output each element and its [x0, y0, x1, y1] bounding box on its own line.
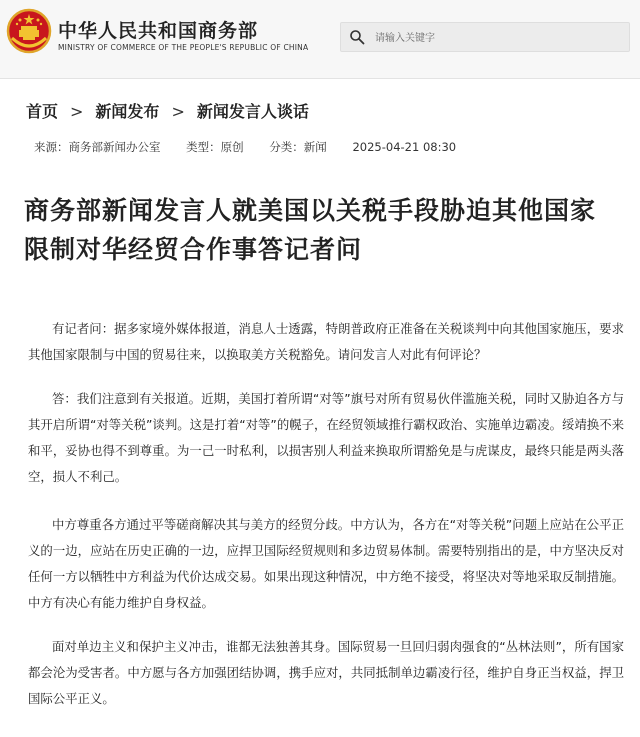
search-input[interactable] — [373, 27, 617, 49]
site-name-english: MINISTRY OF COMMERCE OF THE PEOPLE'S REPUBLIC OF CHINA — [58, 43, 309, 52]
breadcrumb — [26, 99, 309, 122]
national-emblem-icon[interactable] — [6, 8, 52, 54]
breadcrumb-separator: > — [171, 102, 185, 121]
article-title: 商务部新闻发言人就美国以关税手段胁迫其他国家限制对华经贸合作事答记者问 — [24, 196, 597, 264]
article-paragraph: 面对单边主义和保护主义冲击，谁都无法独善其身。国际贸易一旦回归弱肉强食的“丛林法则”，所有国家都会沦为受害者。中方愿与各方加强团结协调，携手应对，共同抵制单边霸凌行径，维护自身正当权益，捍卫国际公平正义。 — [28, 639, 624, 706]
breadcrumb-news-release[interactable]: 新闻发布 — [95, 102, 160, 121]
article-meta — [34, 139, 478, 155]
meta-type: 类型：原创 — [186, 140, 244, 154]
search-icon[interactable] — [349, 29, 365, 45]
site-header — [0, 0, 640, 79]
meta-source: 来源：商务部新闻办公室 — [34, 140, 161, 154]
search-box[interactable] — [340, 22, 630, 52]
breadcrumb-spokesperson-remarks[interactable]: 新闻发言人谈话 — [196, 102, 309, 121]
article-paragraph: 有记者问：据多家境外媒体报道，消息人士透露，特朗普政府正准备在关税谈判中向其他国家施压，要求其他国家限制与中国的贸易往来，以换取美方关税豁免。请问发言人对此有何评论？ — [28, 321, 624, 362]
article-paragraph: 中方尊重各方通过平等磋商解决其与美方的经贸分歧。中方认为，各方在“对等关税”问题上应站在公平正义的一边，应站在历史正确的一边，应捍卫国际经贸规则和多边贸易体制。需要特别指出的是，中方坚决反对任何一方以牺牲中方利益为代价达成交易。如果出现这种情况，中方绝不接受，将坚决对等地采取反制措施。中方有决心有能力维护自身权益。 — [28, 517, 624, 610]
breadcrumb-separator: > — [70, 102, 84, 121]
breadcrumb-home[interactable]: 首页 — [26, 102, 59, 121]
site-name[interactable]: 中华人民共和国商务部 — [58, 20, 259, 42]
meta-category: 分类：新闻 — [269, 140, 327, 154]
article-paragraph: 答：我们注意到有关报道。近期，美国打着所谓“对等”旗号对所有贸易伙伴滥施关税，同时又胁迫各方与其开启所谓“对等关税”谈判。这是打着“对等”的幌子，在经贸领域推行霸权政治、实施单边霸凌。绥靖换不来和平，妥协也得不到尊重。为一己一时私利，以损害别人利益来换取所谓豁免是与虎谋皮，最终只能是两头落空，损人不利己。 — [28, 391, 624, 484]
meta-date: 2025-04-21 08:30 — [352, 140, 457, 154]
